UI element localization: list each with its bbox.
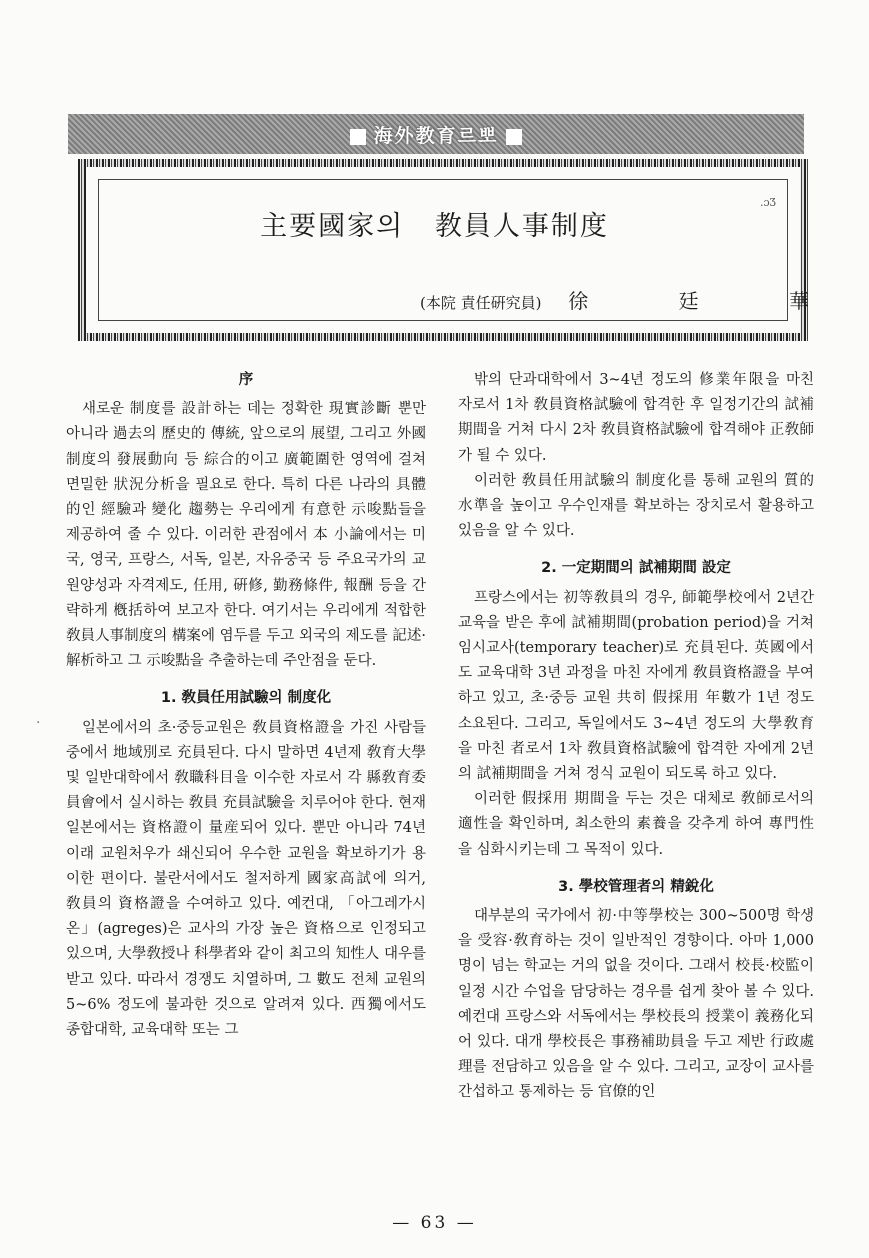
body-paragraph: 프랑스에서는 初等敎員의 경우, 師範學校에서 2년간 교육을 받은 후에 試補期間(probation period)을 거쳐 임시교사(temporary teacher)로 充員된다. 英國에서도 교육대학 3년 과정을 마친 자에게 敎員資格證을 부여하고 있고, 초·중등 교원 共히 假採用 年數가 1년 정도 소요된다. 그리고, 독일에서도 3~4년 정도의 大學敎育을 마친 者로서 1차 敎員資格試驗에 합격한 자에게 2년의 試補期間을 거쳐 정식 교원이 되도록 하고 있다. xyxy=(458,589,814,783)
section-heading: 3. 學校管理者의 精銳化 xyxy=(558,878,714,895)
body-paragraph: 일본에서의 초·중등교원은 敎員資格證을 가진 사람들 중에서 地域別로 充員된다. 다시 말하면 4년제 敎育大學 및 일반대학에서 敎職科目을 이수한 자로서 각 縣敎育委員會에서 실시하는 敎員 充員試驗을 치루어야 한다. 현재 일본에서는 資格證이 量産되어 있다. 뿐만 아니라 74년 이래 교원처우가 쇄신되어 우수한 교원을 확보하기가 용이한 편이다. 불란서에서도 철저하게 國家高試에 의거, 敎員의 資格證을 수여하고 있다. 예컨대, 「아그레가시온」(agreges)은 교사의 가장 높은 資格으로 인정되고 있으며, 大學敎授나 科學者와 같이 최고의 知性人 대우를 받고 있다. 따라서 경쟁도 치열하며, 그 數도 전체 교원의 5~6% 정도에 불과한 것으로 알려져 있다. 西獨에서도 종합대학, 교육대학 또는 그 xyxy=(66,719,426,1039)
right-column xyxy=(458,368,814,1106)
article-title xyxy=(0,204,869,243)
body-paragraph: 대부분의 국가에서 初·中等學校는 300~500명 학생을 受容·敎育하는 것이 일반적인 경향이다. 아마 1,000명이 넘는 학교는 거의 없을 것이다. 그래서 校長·校監이 일정 시간 수업을 담당하는 경우를 쉽게 찾아 볼 수 있다. 예컨대 프랑스와 서독에서는 學校長의 授業이 義務化되어 있다. 대개 學校長은 事務補助員을 두고 제반 行政處理를 전담하고 있음을 알 수 있다. 그리고, 교장이 교사를 간섭하고 통제하는 등 官僚的인 xyxy=(458,908,814,1101)
title-part-2: 教員人事制度 xyxy=(434,211,609,242)
body-paragraph: 새로운 制度를 設計하는 데는 정확한 現實診斷 뿐만 아니라 過去의 歷史的 傳統, 앞으로의 展望, 그리고 外國制度의 發展動向 등 綜合的이고 廣範圍한 영역에 걸쳐 면밀한 狀況分析을 필요로 한다. 특히 다른 나라의 具體的인 經驗과 變化 趨勢는 우리에게 有意한 示唆點들을 제공하여 줄 수 있다. 이러한 관점에서 本 小論에서는 미국, 영국, 프랑스, 서독, 일본, 자유중국 등 주요국가의 교원양성과 자격제도, 任用, 硏修, 勤務條件, 報酬 등을 간략하게 槪括하여 보고자 한다. 여기서는 우리에게 적합한 敎員人事制度의 構案에 염두를 두고 외국의 제도를 記述·解析하고 그 示唆點을 추출하는데 주안점을 둔다. xyxy=(66,401,426,670)
body-paragraph: 이러한 假採用 期間을 두는 것은 대체로 敎師로서의 適性을 확인하며, 최소한의 素養을 갖추게 하여 專門性을 심화시키는데 그 목적이 있다. xyxy=(458,791,814,858)
author-affiliation: (本院 責任硏究員) xyxy=(420,294,542,312)
body-paragraph: 밖의 단과대학에서 3~4년 정도의 修業年限을 마친 자로서 1차 敎員資格試驗에 합격한 후 일정기간의 試補期間을 거쳐 다시 2차 敎員資格試驗에 합격해야 正敎師가 될 수 있다. xyxy=(458,372,814,464)
section-banner xyxy=(68,114,804,154)
section-heading: 序 xyxy=(238,372,254,388)
body-paragraph: 이러한 敎員任用試驗의 制度化를 통해 교원의 質的 水準을 높이고 우수인재를 확보하는 장치로서 활용하고 있음을 알 수 있다. xyxy=(458,472,814,540)
left-column xyxy=(66,368,426,1043)
corner-mark: .ɔƷ xyxy=(760,196,776,209)
author-line xyxy=(420,285,851,314)
title-part-1: 主要國家의 xyxy=(260,211,405,242)
section-heading: 1. 敎員任用試驗의 制度化 xyxy=(160,690,332,707)
square-icon xyxy=(350,129,366,145)
page-number: — 63 — xyxy=(392,1213,477,1233)
square-icon xyxy=(506,129,522,145)
section-heading: 2. 一定期間의 試補期間 設定 xyxy=(541,560,731,577)
margin-mark: · xyxy=(36,715,41,731)
banner-label: 海外教育르뽀 xyxy=(342,121,531,148)
author-name: 徐 廷 華 xyxy=(568,289,851,313)
